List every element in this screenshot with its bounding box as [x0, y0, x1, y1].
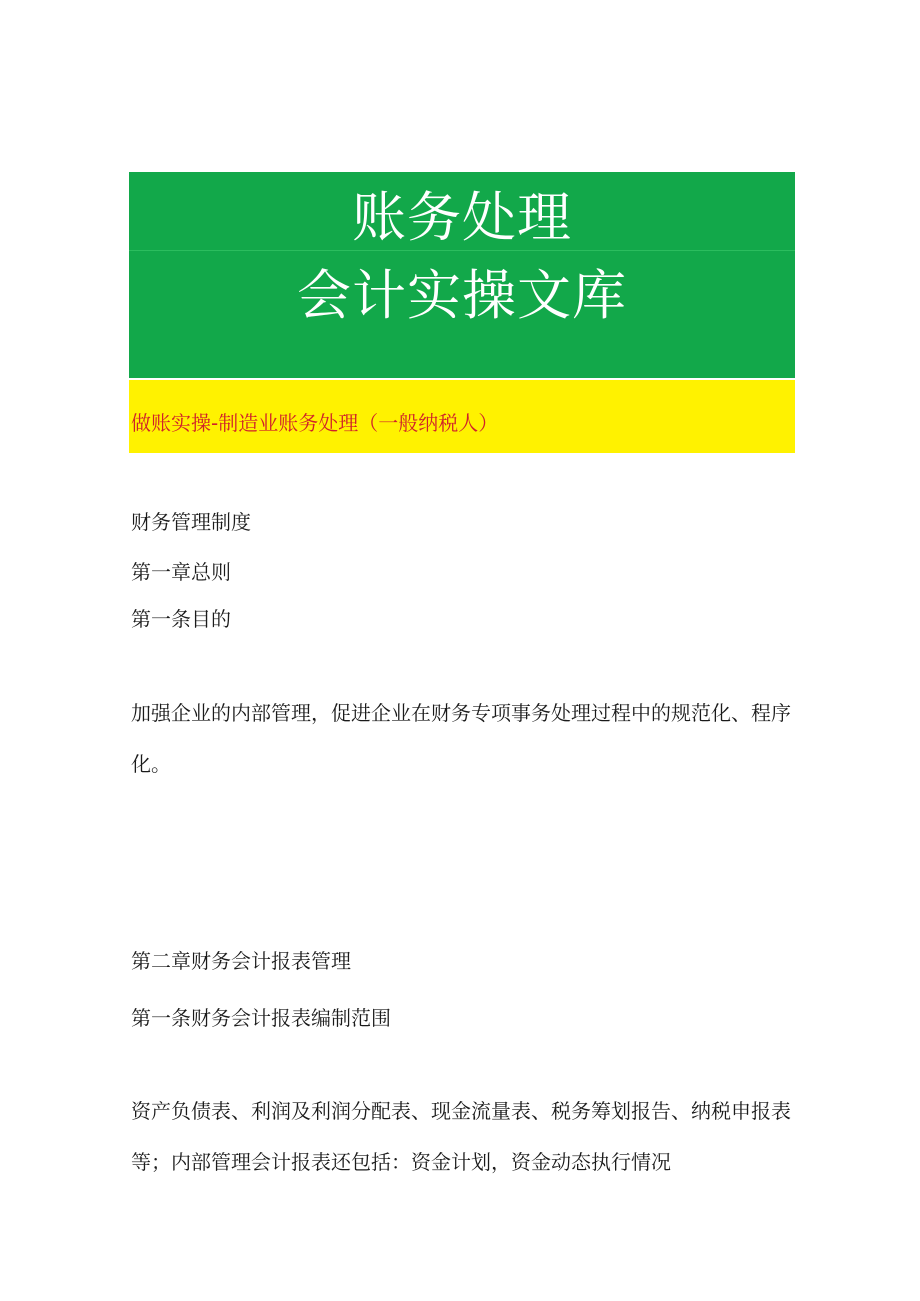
paragraph-purpose: 加强企业的内部管理，促进企业在财务专项事务处理过程中的规范化、程序化。: [131, 701, 791, 776]
doc-title: 财务管理制度: [131, 510, 251, 534]
subtitle-bar: [129, 380, 795, 453]
banner-divider: [129, 250, 795, 251]
paragraph-report-scope: 资产负债表、利润及利润分配表、现金流量表、税务筹划报告、纳税申报表等；内部管理会计报表还包括：资金计划，资金动态执行情况: [131, 1099, 791, 1174]
chapter-heading: 第一章总则: [131, 560, 231, 584]
title-banner: [129, 172, 795, 378]
banner-title-line2: 会计实操文库: [297, 264, 627, 327]
banner-title-line1: 账务处理: [352, 186, 572, 249]
subtitle-text: 做账实操-制造业账务处理（一般纳税人）: [131, 411, 499, 435]
article-heading: 第一条目的: [131, 607, 231, 631]
article-heading: 第一条财务会计报表编制范围: [131, 1006, 391, 1030]
chapter-heading: 第二章财务会计报表管理: [131, 949, 351, 973]
